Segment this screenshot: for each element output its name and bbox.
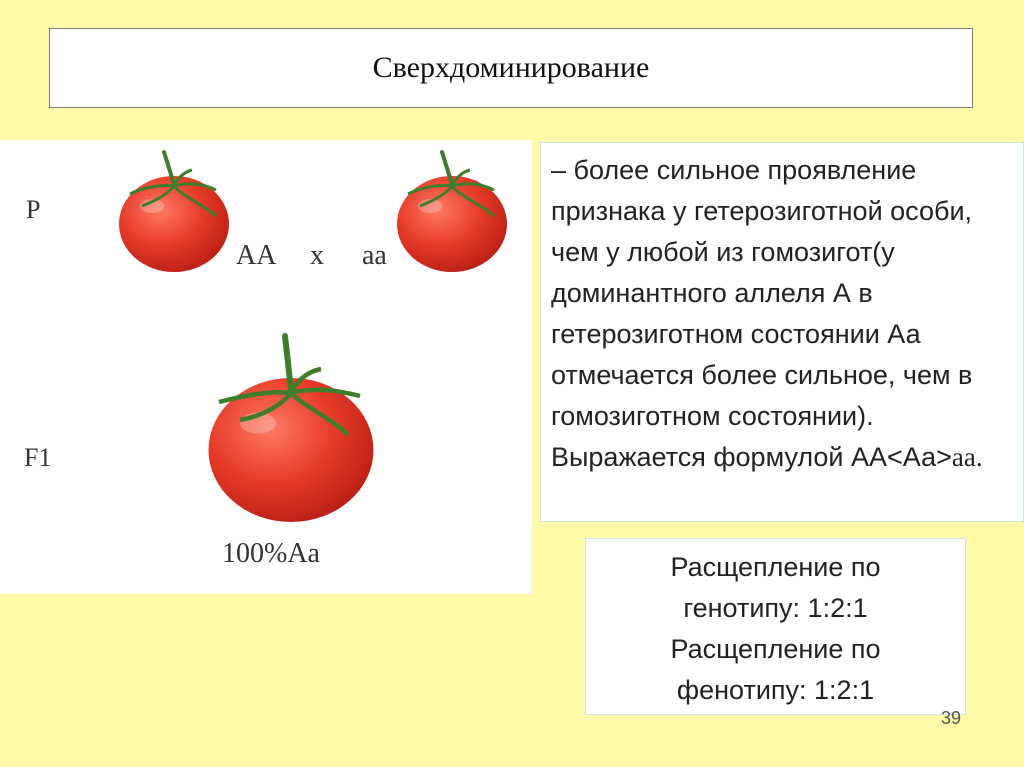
- tomato-icon: [198, 330, 384, 528]
- page-number: 39: [941, 708, 962, 728]
- definition-box: [540, 142, 1024, 522]
- phenotype-ratio-value: фенотипу: 1:2:1: [676, 675, 875, 705]
- parent1-genotype: AA: [236, 240, 277, 271]
- parent-generation-label: P: [26, 195, 41, 224]
- slide-title: [49, 28, 973, 108]
- parent2-genotype: aa: [362, 240, 387, 271]
- cross-symbol: x: [310, 240, 324, 271]
- cross-illustration: [0, 140, 532, 594]
- tomato-icon: [390, 144, 514, 276]
- definition-tail: аа.: [951, 442, 983, 472]
- genotype-ratio-value: генотипу: 1:2:1: [683, 593, 868, 623]
- f1-result: 100%Aa: [222, 538, 320, 569]
- genotype-ratio-heading: Расщепление по: [670, 552, 881, 582]
- f1-generation-label: F1: [24, 443, 52, 472]
- segregation-box: [585, 538, 966, 715]
- tomato-icon: [112, 144, 236, 276]
- phenotype-ratio-heading: Расщепление по: [670, 634, 881, 664]
- definition-text: – более сильное проявление признака у гетерозиготной особи, чем у любой из гомозигот(у доминантного аллеля А в гетерозиготном состоянии Аа отмечается более сильное, чем в гомозиготном состоянии). Выражается формулой АА<Аа>: [551, 155, 973, 472]
- slide-title-text: Сверхдоминирование: [372, 51, 650, 84]
